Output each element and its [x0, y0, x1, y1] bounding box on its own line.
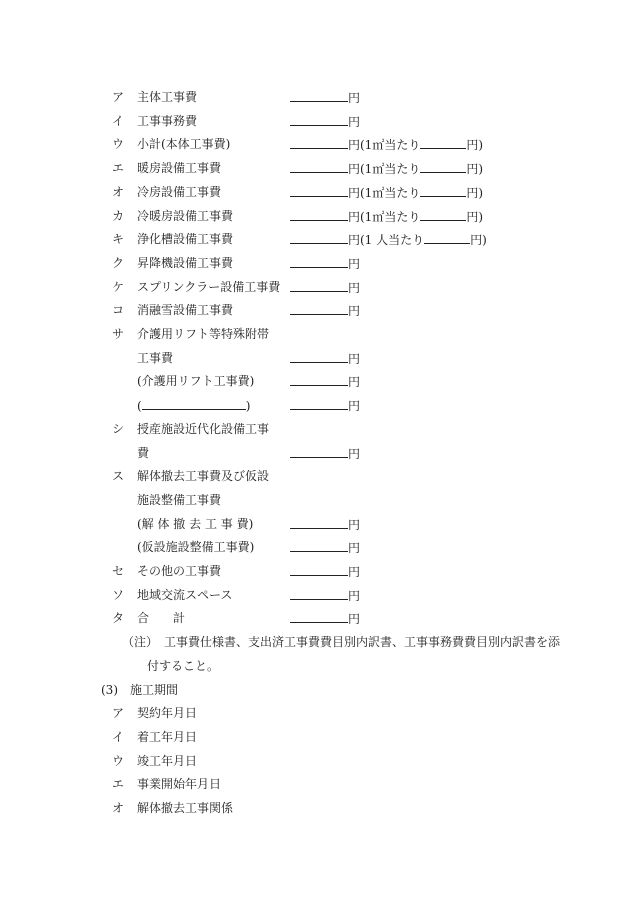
section-heading: (3) 施工期間: [101, 682, 178, 697]
item-label: 事業開始年月日: [137, 777, 222, 792]
per-unit-amount: [360, 231, 487, 248]
item-marker: イ: [112, 113, 125, 128]
item-marker: オ: [112, 184, 125, 199]
item-label: 着工年月日: [137, 729, 198, 744]
item-marker: シ: [112, 421, 125, 436]
item-marker: ソ: [112, 587, 125, 602]
item-label: 暖房設備工事費: [137, 161, 222, 176]
amount-blank: [290, 516, 348, 529]
per-unit-amount: [360, 208, 483, 225]
per-unit-label: (1㎡当たり: [360, 209, 421, 224]
amount-blank: [290, 610, 348, 623]
amount-field: [290, 539, 360, 556]
amount-field: [290, 373, 360, 390]
item-label: 授産施設近代化設備工事: [137, 421, 270, 436]
amount-blank: [290, 539, 348, 552]
item-label: 合 計: [137, 611, 186, 626]
per-unit-blank: [420, 184, 466, 197]
item-label: スプリンクラー設備工事費: [137, 279, 281, 294]
amount-field: [290, 160, 360, 177]
amount-field: [290, 231, 360, 248]
blank-field: [142, 397, 246, 410]
yen-unit: 円: [348, 588, 361, 603]
per-unit-amount: [360, 184, 483, 201]
item-label: 解体撤去工事費及び仮設: [137, 469, 270, 484]
item-label: 費: [137, 445, 150, 460]
item-marker: コ: [112, 303, 125, 318]
item-label: 契約年月日: [137, 706, 198, 721]
amount-field: [290, 184, 360, 201]
per-unit-blank: [420, 160, 466, 173]
amount-blank: [290, 587, 348, 600]
per-unit-yen: 円): [466, 138, 484, 153]
amount-blank: [290, 255, 348, 268]
amount-blank: [290, 445, 348, 458]
item-label: その他の工事費: [137, 564, 222, 578]
per-unit-label: (1㎡当たり: [360, 185, 421, 200]
item-label: [137, 397, 250, 414]
yen-unit: 円: [348, 304, 361, 319]
per-unit-yen: 円): [466, 185, 484, 200]
yen-unit: 円: [348, 399, 361, 414]
item-label: 地域交流スペース: [137, 587, 233, 602]
item-label: (介護用リフト工事費): [137, 374, 255, 389]
item-label: 消融雪設備工事費: [137, 303, 234, 318]
per-unit-label: (1㎡当たり: [360, 162, 421, 177]
amount-blank: [290, 136, 348, 149]
amount-blank: [290, 89, 348, 102]
yen-unit: 円: [348, 565, 361, 579]
yen-unit: 円: [348, 517, 361, 532]
amount-blank: [290, 231, 348, 244]
amount-field: [290, 397, 360, 414]
item-marker: ケ: [112, 279, 125, 294]
amount-field: [290, 208, 360, 225]
amount-field: [290, 350, 360, 367]
note-line-2: 付すること。: [147, 658, 220, 673]
per-unit-blank: [420, 208, 466, 221]
yen-unit: 円: [348, 233, 361, 248]
amount-field: [290, 563, 360, 580]
amount-field: [290, 89, 360, 106]
item-marker: ウ: [112, 753, 125, 768]
per-unit-blank: [420, 136, 466, 149]
note-line-1: （注） 工事費仕様書、支出済工事費費目別内訳書、工事事務費費目別内訳書を添: [122, 635, 561, 650]
item-marker: カ: [112, 208, 125, 223]
item-marker: キ: [112, 232, 125, 247]
item-label: 竣工年月日: [137, 753, 198, 768]
item-marker: ク: [112, 255, 125, 270]
amount-blank: [290, 208, 348, 221]
amount-blank: [290, 279, 348, 292]
yen-unit: 円: [348, 209, 361, 224]
item-label: 施設整備工事費: [137, 492, 222, 507]
per-unit-amount: [360, 160, 483, 177]
item-marker: エ: [112, 777, 125, 792]
per-unit-blank: [424, 231, 470, 244]
item-label: (解 体 撤 去 工 事 費): [137, 516, 254, 531]
amount-field: [290, 587, 360, 604]
yen-unit: 円: [348, 351, 361, 366]
per-unit-label: (1㎡当たり: [360, 138, 421, 153]
per-unit-yen: 円): [470, 233, 487, 248]
yen-unit: 円: [348, 91, 361, 105]
item-marker: イ: [112, 729, 125, 744]
open-paren: (: [137, 399, 142, 414]
close-paren: ): [245, 399, 251, 414]
item-marker: ス: [112, 469, 125, 484]
amount-field: [290, 302, 360, 319]
per-unit-amount: [360, 136, 483, 153]
item-label: 主体工事費: [137, 90, 198, 104]
amount-blank: [290, 160, 348, 173]
amount-field: [290, 610, 360, 627]
amount-blank: [290, 113, 348, 126]
item-label: 昇降機設備工事費: [137, 255, 234, 270]
yen-unit: 円: [348, 162, 361, 177]
item-marker: エ: [112, 161, 125, 176]
amount-field: [290, 136, 360, 153]
item-label: 小計(本体工事費): [137, 137, 231, 152]
yen-unit: 円: [348, 185, 361, 200]
yen-unit: 円: [348, 114, 361, 129]
item-label: (仮設施設整備工事費): [137, 540, 255, 555]
item-label: 工事事務費: [137, 113, 198, 128]
amount-blank: [290, 373, 348, 386]
item-label: 介護用リフト等特殊附帯: [137, 327, 270, 341]
item-marker: ア: [112, 90, 125, 104]
yen-unit: 円: [348, 446, 361, 461]
item-marker: セ: [112, 564, 125, 578]
amount-field: [290, 113, 360, 130]
amount-blank: [290, 184, 348, 197]
item-marker: ウ: [112, 137, 125, 152]
yen-unit: 円: [348, 138, 361, 153]
amount-field: [290, 279, 360, 296]
item-label: 冷暖房設備工事費: [137, 208, 234, 223]
per-unit-label: (1 人当たり: [360, 233, 425, 248]
amount-blank: [290, 397, 348, 410]
yen-unit: 円: [348, 256, 361, 271]
amount-blank: [290, 302, 348, 315]
amount-field: [290, 516, 360, 533]
per-unit-yen: 円): [466, 209, 484, 224]
yen-unit: 円: [348, 375, 361, 390]
yen-unit: 円: [348, 280, 361, 295]
item-marker: タ: [112, 611, 125, 626]
item-label: 浄化槽設備工事費: [137, 232, 234, 247]
amount-blank: [290, 350, 348, 363]
item-marker: サ: [112, 327, 125, 341]
item-label: 解体撤去工事関係: [137, 801, 234, 815]
yen-unit: 円: [348, 612, 361, 627]
yen-unit: 円: [348, 541, 361, 556]
amount-blank: [290, 563, 348, 576]
item-marker: ア: [112, 706, 125, 721]
amount-field: [290, 445, 360, 462]
item-marker: オ: [112, 801, 125, 815]
item-label: 工事費: [137, 350, 174, 365]
per-unit-yen: 円): [466, 162, 484, 177]
amount-field: [290, 255, 360, 272]
item-label: 冷房設備工事費: [137, 184, 222, 199]
